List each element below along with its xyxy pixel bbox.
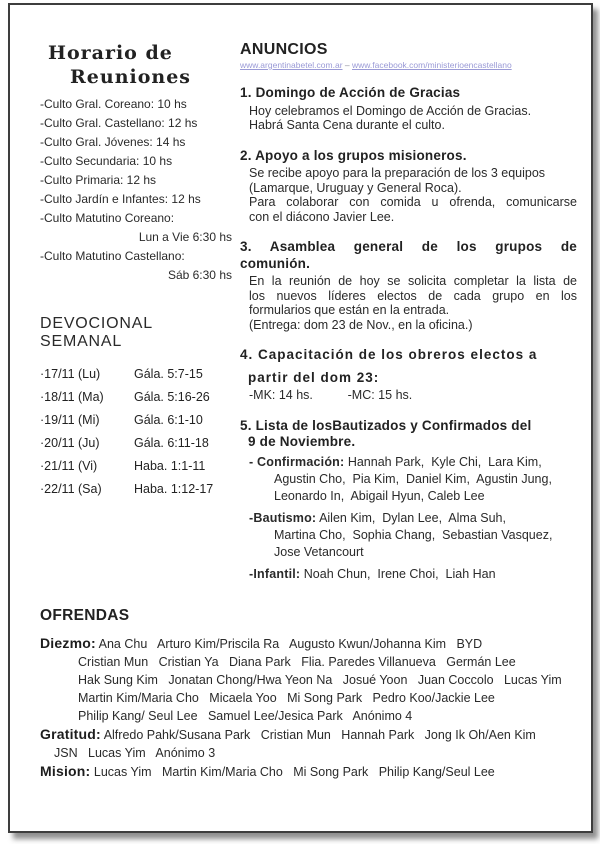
diezmo-line: Hak Sung Kim Jonatan Chong/Hwa Yeon Na Josué Yoon Juan Coccolo Lucas Yim — [78, 672, 562, 687]
devotional-table — [40, 363, 234, 501]
devotional-reading: Haba. 1:12-17 — [134, 482, 214, 496]
schedule-title-line1: Horario de — [48, 42, 173, 64]
announcement-body-line: (Entrega: dom 23 de Nov., en la oficina.) — [249, 317, 473, 332]
group-line: Martina Cho, Sophia Chang, Sebastian Vasquez, — [274, 527, 553, 542]
schedule-item: -Culto Matutino Castellano: — [40, 249, 185, 263]
gratitud-line: JSN Lucas Yim Anónimo 3 — [54, 745, 216, 760]
announcement-item-2 — [240, 148, 577, 225]
announcement-body-line: con el diácono Javier Lee. — [249, 209, 395, 224]
baptism-groups — [240, 454, 577, 583]
announcements-column — [234, 41, 581, 583]
devotional-title: DEVOCIONAL SEMANAL — [40, 315, 153, 350]
group-line: Leonardo In, Abigail Hyun, Caleb Lee — [274, 488, 485, 503]
announcement-item-3 — [240, 239, 577, 332]
announcement-heading-line1: 4. Capacitación de los obreros electos a — [240, 347, 538, 362]
offerings-section — [10, 607, 591, 781]
devotional-reading: Gála. 5:7-15 — [134, 367, 203, 381]
schedule-item: -Culto Gral. Jóvenes: 14 hs — [40, 135, 186, 149]
schedule-item: -Culto Gral. Coreano: 10 hs — [40, 97, 187, 111]
gratitud-line — [40, 725, 571, 744]
announcement-body-line: formularios que están en la entrada. — [249, 303, 450, 317]
announcement-heading-line1: 5. Lista de losBautizados y Confirmados del — [240, 417, 532, 433]
group-names: Ailen Kim, Dylan Lee, Alma Suh, — [316, 510, 506, 525]
facebook-link[interactable]: www.facebook.com/ministerioencastellano — [351, 60, 512, 70]
top-columns — [10, 5, 591, 583]
schedule-title — [40, 41, 234, 89]
devotional-date: ·19/11 (Mi) — [40, 413, 100, 427]
announcement-body-line: Hoy celebramos el Domingo de Acción de Gracias. — [249, 103, 532, 118]
devotional-reading: Gála. 5:16-26 — [134, 390, 210, 404]
announcement-heading-line1: 3. Asamblea general de los grupos de — [240, 239, 577, 254]
schedule-title-line2: Reuniones — [70, 66, 191, 88]
announcement-body-line: Se recibe apoyo para la preparación de los 3 equipos — [249, 166, 546, 180]
diezmo-names: Ana Chu Arturo Kim/Priscila Ra Augusto Kwun/Johanna Kim BYD — [95, 636, 483, 651]
group-names: Noah Chun, Irene Choi, Liah Han — [300, 566, 496, 581]
group-line — [240, 454, 577, 471]
group-line: Agustin Cho, Pia Kim, Daniel Kim, Agustin Jung, — [274, 471, 552, 486]
devotional-row — [40, 363, 234, 386]
links-line — [240, 60, 577, 70]
announcement-body-line: -MK: 14 hs. -MC: 15 hs. — [249, 388, 413, 402]
diezmo-line — [40, 634, 571, 653]
announcement-body-line: En la reunión de hoy se solicita completar la lista de — [249, 274, 577, 288]
gratitud-label: Gratitud: — [40, 725, 101, 742]
group-label: -Bautismo: — [249, 510, 317, 525]
mision-line — [40, 762, 571, 781]
devotional-row — [40, 478, 234, 501]
devotional-date: ·18/11 (Ma) — [40, 390, 104, 404]
left-column — [40, 41, 234, 583]
devotional-row — [40, 386, 234, 409]
schedule-item: -Culto Jardín e Infantes: 12 hs — [40, 192, 201, 206]
schedule-list — [40, 95, 234, 285]
devotional-date: ·17/11 (Lu) — [40, 367, 101, 381]
announcements-title: ANUNCIOS — [240, 41, 328, 58]
devotional-section — [40, 315, 234, 501]
group-line — [240, 510, 577, 527]
schedule-item-time: Sáb 6:30 hs — [167, 268, 232, 282]
announcement-item-5 — [240, 418, 577, 583]
gratitud-names: Alfredo Pahk/Susana Park Cristian Mun Hannah Park Jong Ik Oh/Aen Kim — [100, 727, 536, 742]
announcement-heading-line2: comunión. — [240, 255, 311, 271]
schedule-item-time: Lun a Vie 6:30 hs — [138, 230, 232, 244]
group-label: -Infantil: — [249, 566, 301, 581]
diezmo-label: Diezmo: — [40, 634, 96, 651]
announcement-body-line: Para colaborar con comida u ofrenda, comunicarse — [249, 195, 577, 209]
group-names: Hannah Park, Kyle Chi, Lara Kim, — [344, 454, 542, 469]
schedule-item: -Culto Gral. Castellano: 12 hs — [40, 116, 198, 130]
offerings-title: OFRENDAS — [40, 606, 130, 624]
link-separator: – — [342, 60, 352, 70]
announcement-body-line: los nuevos líderes electos de cada grupo en los — [249, 288, 577, 303]
devotional-reading: Haba. 1:1-11 — [134, 459, 206, 473]
diezmo-line: Philip Kang/ Seul Lee Samuel Lee/Jesica Park Anónimo 4 — [78, 708, 413, 723]
group-line — [240, 566, 577, 583]
announcement-body-line: (Lamarque, Uruguay y General Roca). — [249, 180, 462, 195]
devotional-row — [40, 409, 234, 432]
devotional-date: ·20/11 (Ju) — [40, 436, 100, 450]
announcement-heading-line2: partir del dom 23: — [248, 369, 380, 385]
announcement-heading: 2. Apoyo a los grupos misioneros. — [240, 147, 467, 163]
mision-names: Lucas Yim Martin Kim/Maria Cho Mi Song Park Philip Kang/Seul Lee — [90, 764, 495, 779]
diezmo-line: Cristian Mun Cristian Ya Diana Park Flia. Paredes Villanueva Germán Lee — [78, 654, 516, 669]
devotional-row — [40, 432, 234, 455]
schedule-item: -Culto Primaria: 12 hs — [40, 173, 157, 187]
announcement-heading: 1. Domingo de Acción de Gracias — [240, 85, 461, 100]
devotional-row — [40, 455, 234, 478]
announcement-body-line: Habrá Santa Cena durante el culto. — [249, 118, 445, 132]
devotional-reading: Gála. 6:1-10 — [134, 413, 203, 427]
devotional-reading: Gála. 6:11-18 — [134, 436, 209, 450]
website-link[interactable]: www.argentinabetel.com.ar — [240, 60, 343, 70]
diezmo-line: Martin Kim/Maria Cho Micaela Yoo Mi Song Park Pedro Koo/Jackie Lee — [78, 690, 495, 705]
mision-label: Mision: — [40, 762, 91, 779]
bulletin-page — [8, 3, 593, 833]
devotional-date: ·21/11 (Vi) — [40, 459, 98, 473]
schedule-item: -Culto Matutino Coreano: — [40, 211, 175, 225]
schedule-item: -Culto Secundaria: 10 hs — [40, 154, 173, 168]
group-label: - Confirmación: — [249, 454, 345, 469]
announcement-heading-line2: 9 de Noviembre. — [248, 434, 356, 449]
devotional-date: ·22/11 (Sa) — [40, 482, 102, 496]
announcement-item-4 — [240, 347, 577, 403]
announcement-item-1 — [240, 85, 577, 133]
group-line: Jose Vetancourt — [274, 544, 364, 559]
